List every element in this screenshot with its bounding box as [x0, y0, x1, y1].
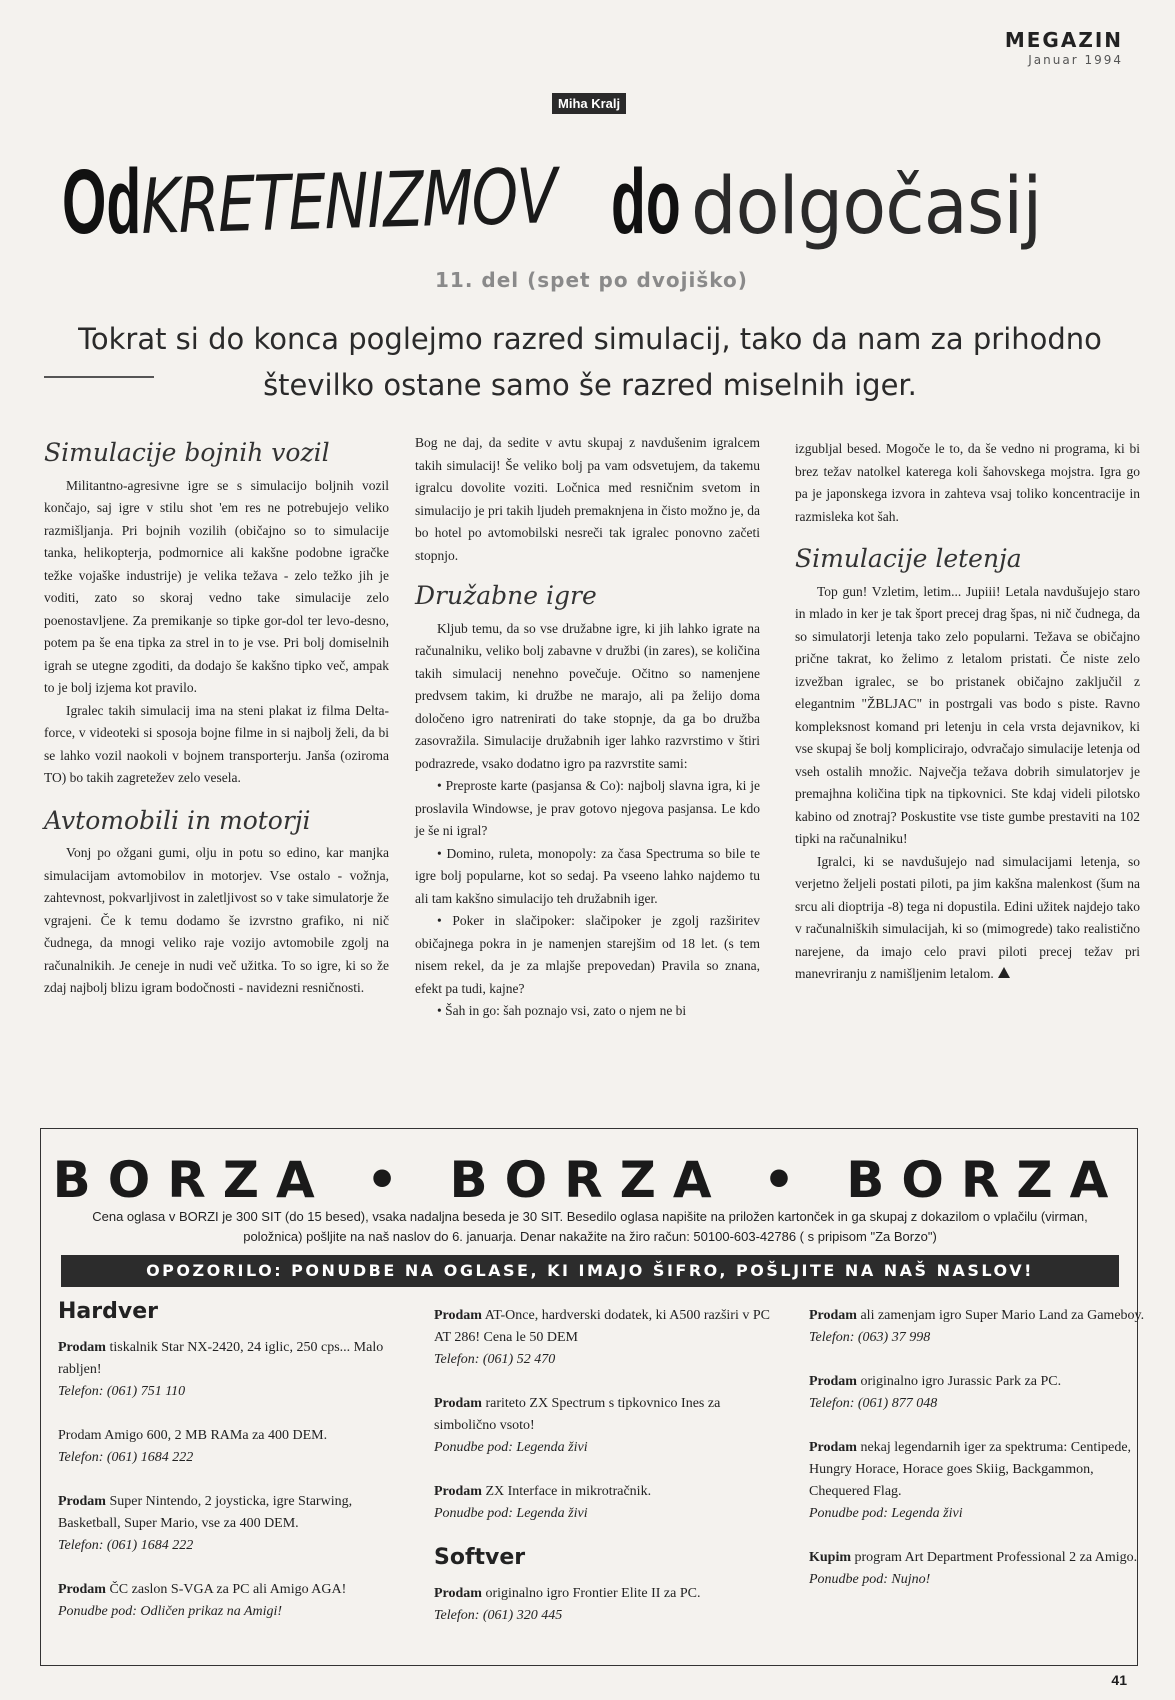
paragraph: Vonj po ožgani gumi, olju in potu so edino, kar manjka simulacijam avtomobilov in motorjev. Vse ostalo - vožnja, zahtevnost, pokvarljivost in zaletljivost so v take simulatorje že vgrajeni. Če k temu dodamo še izvrstno grafiko, ni nič čudnega, da mnogi veliko raje vozijo avtomobile zgolj na računalnikih. Je ceneje in nudi več užitka. To so igre, ki so že zdaj najbolj blizu igram bodočnosti - navidezni resničnosti. — [44, 845, 389, 995]
title-do: do — [611, 151, 681, 253]
ad-contact: Ponudbe pod: Odličen prikaz na Amigi! — [58, 1604, 283, 1619]
ad-item — [434, 1305, 779, 1371]
classifieds-column-1 — [58, 1297, 403, 1645]
issue-date: Januar 1994 — [1028, 53, 1123, 67]
ad-contact: Telefon: (061) 1684 222 — [58, 1450, 194, 1465]
ad-text: ali zamenjam igro Super Mario Land za Gameboy. — [856, 1308, 1145, 1323]
ad-item — [809, 1547, 1154, 1591]
ad-keyword: Prodam — [58, 1582, 106, 1597]
ad-keyword: Kupim — [809, 1550, 852, 1565]
author-badge: Miha Kralj — [552, 93, 626, 114]
ad-item — [58, 1579, 403, 1623]
ad-keyword: Prodam — [809, 1308, 857, 1323]
ad-contact: Telefon: (061) 877 048 — [809, 1396, 938, 1411]
ad-keyword: Prodam — [809, 1440, 857, 1455]
ad-contact: Telefon: (063) 37 998 — [809, 1330, 931, 1345]
ad-text: Prodam Amigo 600, 2 MB RAMa za 400 DEM. — [58, 1428, 328, 1443]
ad-contact: Ponudbe pod: Nujno! — [809, 1572, 931, 1587]
title-dolgocasij: dolgočasij — [691, 162, 1042, 252]
classifieds-title: BORZA • BORZA • BORZA — [52, 1151, 1126, 1209]
ad-keyword: Prodam — [434, 1586, 482, 1601]
classifieds-info: Cena oglasa v BORZI je 300 SIT (do 15 besed), vsaka nadaljna beseda je 30 SIT. Besedilo oglasa napišite na priložen kartonček in ga skupaj z dokazilom o vplačilu (virman, položnica) pošljite na naš naslov do 6. januarja. Denar nakažite na žiro račun: 50100-603-42786 ( s pripisom "Za Borzo") — [92, 1209, 1088, 1244]
ad-text: ZX Interface in mikrotračnik. — [481, 1484, 652, 1499]
ad-text: rariteto ZX Spectrum s tipkovnico Ines za simbolično vsoto! — [434, 1396, 721, 1433]
ad-contact: Telefon: (061) 751 110 — [58, 1384, 186, 1399]
ad-item — [434, 1481, 779, 1525]
paragraph: Top gun! Vzletim, letim... Jupiii! Letala navdušujejo staro in mlado in ker je tak šport precej drag špas, ni nič čudnega, da so simulatorji letenja tako zelo popularni. Težava se običajno prične takrat, ko želimo z letalom pristati. Če niste zelo izvežban igralec, se bo pristanek običajno zaključil z elegantnim "ŽBLJAC" in postrgali vas bodo s piste. Ravno kompleksnost komand pri letenju in cela vrsta dejavnikov, ki vse skupaj še bolj komplicirajo, odvračajo simulacije letenja od vseh ostalih množic. Največja težava dobrih simulatorjev je premajhna količina tipk na tipkovnici. Ste kdaj videli pilotsko kabino od znotraj? Poskustite vse tiste gumbe prestaviti na 102 tipki na računalniku! — [795, 583, 1140, 846]
ad-text: AT-Once, hardverski dodatek, ki A500 razširi v PC AT 286! Cena le 50 DEM — [434, 1308, 770, 1345]
article-title — [62, 150, 1122, 280]
ad-contact: Telefon: (061) 320 445 — [434, 1608, 563, 1623]
ad-text: tiskalnik Star NX-2420, 24 iglic, 250 cps... Malo rabljen! — [58, 1340, 384, 1377]
paragraph-text: Igralci, ki se navdušujejo nad simulacijami letenja, so verjetno željeli postati piloti, pa jim kakšna malenkost (šum na srcu ali dioptrija -8) tega ni dopustila. Edini užitek najdejo tako v računalniških simulacijah, ki so (mimogrede) tako realistično narejene, da imajo celo pravi piloti precej težav pri manevriranju z namišljenim letalom. — [795, 853, 1140, 981]
bullet-item: • Poker in slačipoker: slačipoker je zgolj razširitev običajnega pokra in je namenjen starejšim od 18 let. (s tem nisem rekel, da je za mlajše prepovedan) Pravila so znana, efekt pa tudi, kajne? — [415, 913, 760, 996]
ad-keyword: Prodam — [58, 1494, 106, 1509]
paragraph: Bog ne daj, da sedite v avtu skupaj z navdušenim igralcem takih simulacij! Še veliko bolj pa vam odsvetujem, da takemu igralcu dovolite voziti. Ločnica med resničnim svetom in simulacijo je pri takih ljudeh premaknjena in čisto možno je, da bo hotel po avtomobilski nesreči tak igralec ponovno začeti stopnjo. — [415, 435, 760, 563]
ad-item — [58, 1491, 403, 1557]
classifieds-column-2 — [434, 1305, 779, 1649]
page-number: 41 — [1111, 1672, 1127, 1688]
article-lead: Tokrat si do konca poglejmo razred simulacij, tako da nam za prihodno številko ostane samo še razred miselnih iger. — [78, 322, 1102, 402]
ad-contact: Ponudbe pod: Legenda živi — [434, 1506, 588, 1521]
ad-text: Super Nintendo, 2 joysticka, igre Starwing, Basketball, Super Mario, vse za 400 DEM. — [58, 1494, 353, 1531]
section-heading: Simulacije letenja — [795, 544, 1022, 573]
paragraph — [795, 851, 1140, 986]
ad-item — [809, 1437, 1154, 1525]
article-column-1 — [44, 432, 389, 1000]
title-kretenizmov: KRETENIZMOV — [139, 151, 557, 251]
article-column-2 — [415, 432, 760, 1023]
ad-item — [809, 1371, 1154, 1415]
ad-keyword: Prodam — [58, 1340, 106, 1355]
ad-text: nekaj legendarnih iger za spektruma: Centipede, Hungry Horace, Horace goes Skiig, Backgammon, Chequered Flag. — [809, 1440, 1132, 1499]
end-mark-icon — [998, 967, 1010, 978]
ad-item — [809, 1305, 1154, 1349]
ad-keyword: Prodam — [434, 1308, 482, 1323]
ad-keyword: Prodam — [434, 1484, 482, 1499]
ad-item — [58, 1337, 403, 1403]
ad-contact: Ponudbe pod: Legenda živi — [434, 1440, 588, 1455]
ad-text: program Art Department Professional 2 za Amigo. — [851, 1550, 1138, 1565]
paragraph: Igralec takih simulacij ima na steni plakat iz filma Delta-force, v videoteki si sposoja bojne filme in si najbolj želi, da bi se lahko vozil naokoli v bojnem transporterju. Janša (oziroma TO) bo takih zagretežev zelo vesela. — [44, 702, 389, 785]
classifieds-column-3 — [809, 1305, 1154, 1613]
section-heading: Družabne igre — [415, 581, 597, 610]
bullet-item: • Domino, ruleta, monopoly: za časa Spectruma so bile te igre bolj popularne, kot so sedaj. Pa vseeno lahko najdemo tu ali tam kakšno simulacijo teh družabnih iger. — [415, 845, 760, 906]
ad-contact: Ponudbe pod: Legenda živi — [809, 1506, 963, 1521]
ad-text: originalno igro Frontier Elite II za PC. — [481, 1586, 701, 1601]
classifieds-box — [40, 1128, 1145, 1666]
divider — [44, 376, 154, 378]
ad-item — [434, 1393, 779, 1459]
category-softver: Softver — [434, 1545, 526, 1570]
ad-contact: Telefon: (061) 52 470 — [434, 1352, 556, 1367]
classifieds-warning: OPOZORILO: PONUDBE NA OGLASE, KI IMAJO ŠIFRO, POŠLJITE NA NAŠ NASLOV! — [61, 1255, 1119, 1287]
ad-item — [58, 1425, 403, 1469]
bullet-item: • Preproste karte (pasjansa & Co): najbolj slavna igra, ki je proslavila Windowse, je prav gotovo njegova pasjansa. Le kdo je še ni igral? — [415, 778, 760, 838]
section-heading: Simulacije bojnih vozil — [44, 438, 330, 467]
paragraph: Kljub temu, da so vse družabne igre, ki jih lahko igrate na računalniku, veliko bolj zabavne v družbi (in zares), se količina takih simulacij nenehno povečuje. Očitno so namenjene predvsem takim, ki družbe ne marajo, ali pa želijo doma določeno igro natrenirati do take stopnje, da ga bo družba zasovražila. Simulacije družabnih iger lahko razvrstimo v štiri podrazrede, vsako dodatno igro pa razvrstite sami: — [415, 620, 760, 771]
paragraph: izgubljal besed. Mogoče le to, da še vedno ni programa, ki bi brez težav natolkel katerega koli šahovskega mojstra. Igra go pa je japonskega izvora in zahteva vsaj toliko koncentracije in razmisleka kot šah. — [795, 441, 1140, 524]
paragraph: Militantno-agresivne igre se s simulacijo boljnih vozil končajo, saj igre v stilu shot 'em res ne potrebujejo veliko razmišljanja. Pri bojnih vozilih (običajno so to simulacije tanka, helikopterja, podmornice ali kakšne podobne igračke težke vojaške industrije) je velika težava - zelo težko jih je voditi, zato so skoraj vedno take simulacije zelo poenostavljene. Za premikanje so tipke gor-dol ter levo-desno, potem pa še ena tipka za strel in to je vse. Pri bolj domiselnih igrah se utegne zgoditi, da dodajo še kakšno tipko več, ampak to je bolj izjema kot pravilo. — [44, 477, 389, 695]
article-subtitle: 11. del (spet po dvojiško) — [435, 268, 748, 292]
bullet-item: • Šah in go: šah poznajo vsi, zato o njem ne bi — [437, 1003, 687, 1018]
ad-contact: Telefon: (061) 1684 222 — [58, 1538, 194, 1553]
article-column-3 — [795, 438, 1140, 986]
magazine-logo: MEGAZIN — [1004, 28, 1123, 52]
ad-keyword: Prodam — [434, 1396, 482, 1411]
ad-item — [434, 1583, 779, 1627]
section-heading: Avtomobili in motorji — [44, 805, 311, 835]
ad-text: ČC zaslon S-VGA za PC ali Amigo AGA! — [105, 1582, 347, 1597]
category-hardver: Hardver — [58, 1299, 158, 1324]
ad-text: originalno igro Jurassic Park za PC. — [856, 1374, 1062, 1389]
ad-keyword: Prodam — [809, 1374, 857, 1389]
title-od: Od — [62, 151, 142, 253]
